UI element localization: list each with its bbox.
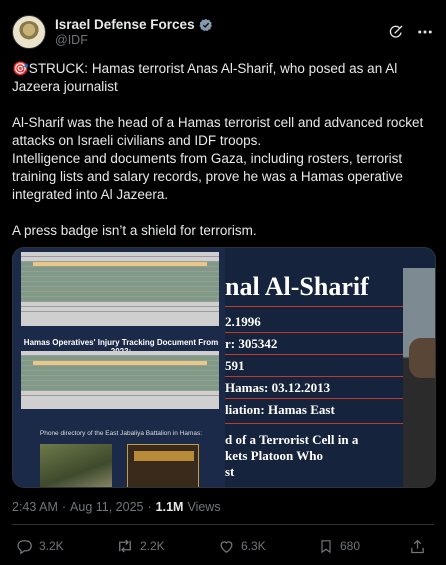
red-divider [225, 306, 403, 307]
soldier-photo [40, 444, 112, 488]
divider [12, 524, 434, 525]
profile-field-affiliation: liation: Hamas East [225, 402, 335, 417]
red-divider [225, 354, 403, 355]
header-actions [388, 23, 434, 41]
tweet-paragraph-3: A press badge isn’t a shield for terrorism. [12, 223, 257, 238]
portrait-photo [403, 268, 436, 488]
profile-field-role-2: kets Platoon Who [225, 448, 323, 463]
views-label: Views [187, 500, 221, 514]
idf-emblem-icon [18, 21, 40, 43]
tweet-text [12, 60, 434, 258]
profile-field-birthdate: 2.1996 [225, 314, 261, 329]
tweet-media-image[interactable] [12, 247, 436, 488]
action-bar [12, 536, 434, 556]
reply-icon [16, 538, 33, 555]
bookmark-count: 680 [340, 539, 361, 553]
author-names [55, 17, 213, 47]
share-button[interactable] [409, 538, 426, 555]
bookmark-button[interactable] [318, 538, 360, 555]
meta-separator: · [147, 500, 152, 514]
red-divider [225, 423, 403, 424]
tweet-date[interactable]: Aug 11, 2025 [70, 500, 144, 514]
tweet-meta [12, 500, 221, 514]
red-divider [225, 332, 403, 333]
like-count: 6.3K [241, 539, 266, 553]
repost-icon [116, 537, 134, 555]
injury-doc-caption: Hamas Operatives' Injury Tracking Document From [23, 338, 219, 347]
author-name-row [55, 17, 213, 32]
documents-panel [13, 248, 225, 488]
profile-field-joined: Hamas: 03.12.2013 [225, 380, 331, 395]
author-avatar[interactable] [12, 15, 46, 49]
reply-count: 3.2K [39, 539, 64, 553]
repost-button[interactable] [116, 537, 165, 555]
author-display-name[interactable]: Israel Defense Forces [55, 17, 195, 32]
grok-icon[interactable] [388, 24, 404, 40]
red-divider [225, 376, 403, 377]
verified-badge-icon [199, 18, 213, 32]
profile-field-id: 591 [225, 358, 245, 373]
injury-table-image [21, 351, 219, 409]
tweet-paragraph-1: 🎯STRUCK: Hamas terrorist Anas Al-Sharif, who posed as an Al Jazeera journalist [12, 61, 398, 94]
tweet-paragraph-2: Al-Sharif was the head of a Hamas terrorist cell and advanced rocket attacks on Israeli civilians and IDF troops. Intelligence and documents from Gaza, including rosters, terrorist training lists and salary records, prove he was a Hamas operative integrated into Al Jazeera. [12, 115, 424, 202]
share-icon [409, 538, 426, 555]
profile-name: nal Al-Sharif [225, 272, 369, 301]
profile-panel [225, 248, 403, 488]
repost-count: 2.2K [140, 539, 165, 553]
author-handle[interactable]: @IDF [55, 33, 88, 47]
tweet-header [12, 10, 434, 54]
more-options-icon[interactable] [416, 23, 434, 41]
red-divider [225, 398, 403, 399]
phone-directory-caption: Phone directory of the East Jabaliya Battalion in Hamas: [39, 430, 203, 437]
reply-button[interactable] [16, 538, 64, 555]
views-count: 1.1M [155, 500, 184, 514]
bookmark-icon [318, 538, 334, 555]
profile-field-role-3: st [225, 464, 235, 479]
like-button[interactable] [218, 538, 266, 555]
profile-field-number: r: 305342 [225, 336, 278, 351]
profile-field-role-1: d of a Terrorist Cell in a [225, 432, 359, 447]
phone-directory-image [127, 444, 199, 488]
heart-icon [218, 538, 235, 555]
tweet-time[interactable]: 2:43 AM [12, 500, 58, 514]
meta-separator: · [61, 500, 67, 514]
roster-table-image [21, 252, 219, 326]
